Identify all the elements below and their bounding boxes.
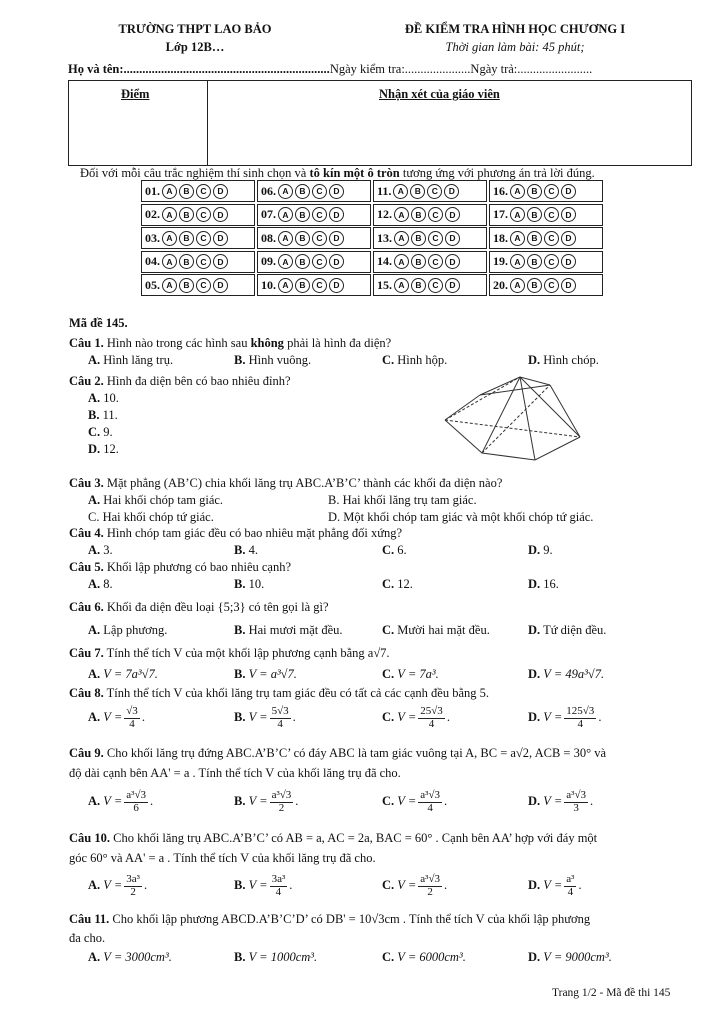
answer-bubble-c[interactable]: C: [428, 278, 443, 293]
answer-bubble-b[interactable]: B: [527, 254, 542, 269]
q8-option-c[interactable]: C. V = $\frac{25√3}{4}$ .: [382, 705, 450, 730]
answer-bubble-d[interactable]: D: [445, 231, 460, 246]
answer-bubble-b[interactable]: B: [410, 184, 425, 199]
answer-number: 05.: [145, 277, 160, 292]
answer-bubble-b[interactable]: B: [411, 254, 426, 269]
q5-option-b[interactable]: B. 10.: [234, 577, 265, 591]
answer-bubble-c[interactable]: C: [544, 254, 559, 269]
q10-option-d[interactable]: D. V = $\frac{\text{a³}}{4}$ .: [528, 873, 582, 898]
q9-option-c[interactable]: C. V = $\frac{\text{a³√3}}{4}$ .: [382, 789, 448, 814]
q4-option-c[interactable]: C. 6.: [382, 543, 407, 557]
exam-title: ĐỀ KIỂM TRA HÌNH HỌC CHƯƠNG I: [404, 22, 626, 36]
answer-number: 08.: [261, 230, 276, 245]
answer-row: [373, 204, 487, 226]
answer-row: [373, 227, 487, 249]
q7-option-a[interactable]: A. V = 7a³√7.: [88, 667, 158, 681]
answer-bubble-a[interactable]: A: [510, 254, 525, 269]
answer-bubble-b[interactable]: B: [179, 207, 194, 222]
answer-bubble-b[interactable]: B: [179, 254, 194, 269]
answer-bubble-c[interactable]: C: [196, 231, 211, 246]
q9-option-a[interactable]: A. V = $\frac{\text{a³√3}}{6}$ .: [88, 789, 154, 814]
answer-number: 10.: [261, 277, 276, 292]
q5-option-a[interactable]: A. 8.: [88, 577, 113, 591]
answer-bubble-c[interactable]: C: [428, 254, 443, 269]
q5-option-c[interactable]: C. 12.: [382, 577, 413, 591]
check-date-field: Ngày kiểm tra:.....................: [329, 62, 471, 76]
answer-number: 17.: [493, 207, 508, 221]
q6-option-a[interactable]: A. Lập phương.: [88, 623, 168, 637]
answer-bubble-b[interactable]: B: [527, 278, 542, 293]
question-10-line2: góc 60° và AA' = a . Tính thể tích V của khối lăng trụ đã cho.: [69, 851, 376, 865]
q11-option-b[interactable]: B. V = 1000cm³.: [234, 950, 318, 964]
answer-number: 20.: [493, 277, 508, 292]
answer-bubble-d[interactable]: D: [329, 207, 344, 222]
question-1: Câu 1. Hình nào trong các hình sau không phải là hình đa diện?: [69, 336, 392, 350]
answer-bubble-a[interactable]: A: [162, 207, 177, 222]
name-label: Họ và tên:..................................................................: [68, 62, 330, 76]
answer-row: [489, 180, 603, 202]
answer-bubble-c[interactable]: C: [544, 278, 559, 293]
answer-bubble-c[interactable]: C: [312, 207, 327, 222]
answer-row: [141, 227, 255, 249]
answer-row: [141, 274, 255, 296]
score-label: Điểm: [121, 87, 150, 101]
q3-option-b[interactable]: B. Hai khối lăng trụ tam giác.: [328, 493, 477, 507]
answer-bubble-d[interactable]: D: [561, 254, 576, 269]
question-11-line2: đa cho.: [69, 931, 106, 945]
answer-number: 03.: [145, 230, 160, 245]
q8-option-b[interactable]: B. V = $\frac{5√3}{4}$ .: [234, 705, 296, 730]
answer-bubble-d[interactable]: D: [445, 254, 460, 269]
answer-bubble-a[interactable]: A: [510, 278, 525, 293]
answer-bubble-a[interactable]: A: [510, 207, 525, 222]
q1-option-d[interactable]: D. Hình chóp.: [528, 353, 599, 367]
q5-option-d[interactable]: D. 16.: [528, 577, 559, 591]
q6-option-b[interactable]: B. Hai mươi mặt đều.: [234, 623, 343, 637]
q11-option-a[interactable]: A. V = 3000cm³.: [88, 950, 172, 964]
answer-bubble-b[interactable]: B: [295, 184, 310, 199]
answer-bubble-d[interactable]: D: [329, 231, 344, 246]
answer-number: 07.: [261, 207, 276, 221]
answer-bubble-c[interactable]: C: [544, 207, 559, 222]
q3-option-a[interactable]: A. Hai khối chóp tam giác.: [88, 493, 224, 507]
q8-option-d[interactable]: D. V = $\frac{125√3}{4}$ .: [528, 705, 602, 730]
answer-number: 16.: [493, 183, 508, 198]
question-6: Câu 6. Khối đa diện đều loại {5;3} có tên gọi là gì?: [69, 600, 329, 614]
name-field[interactable]: [68, 62, 592, 77]
answer-bubble-d[interactable]: D: [329, 254, 344, 269]
comment-label: Nhận xét của giáo viên: [379, 87, 500, 101]
answer-bubble-b[interactable]: B: [179, 231, 194, 246]
answer-bubble-c[interactable]: C: [196, 254, 211, 269]
question-2: Câu 2. Hình đa diện bên có bao nhiêu đỉnh?: [69, 374, 291, 388]
answer-bubble-c[interactable]: C: [544, 184, 559, 199]
answer-bubble-a[interactable]: A: [162, 278, 177, 293]
answer-bubble-c[interactable]: C: [196, 278, 211, 293]
answer-bubble-d[interactable]: D: [329, 184, 344, 199]
question-8: Câu 8. Tính thể tích V của khối lăng trụ tam giác đều có tất cả các cạnh đều bằng 5.: [69, 686, 490, 700]
answer-bubble-c[interactable]: C: [196, 184, 211, 199]
answer-row: [257, 227, 371, 249]
answer-row: [257, 180, 371, 202]
page-footer: Trang 1/2 - Mã đề thi 145: [552, 987, 671, 999]
answer-bubble-d[interactable]: D: [445, 207, 460, 222]
answer-bubble-d[interactable]: D: [561, 231, 576, 246]
grade-divider: [207, 81, 208, 165]
grade-box: [68, 80, 692, 166]
question-3: Câu 3. Mặt phẳng (AB’C) chia khối lăng trụ ABC.A’B’C’ thành các khối đa diện nào?: [69, 476, 503, 490]
q7-option-c[interactable]: C. V = 7a³.: [382, 667, 439, 681]
answer-bubble-d[interactable]: D: [561, 207, 576, 222]
school-name: TRƯỜNG THPT LAO BẢO: [118, 22, 272, 36]
answer-bubble-d[interactable]: D: [213, 207, 228, 222]
q3-option-c[interactable]: C. Hai khối chóp tứ giác.: [88, 510, 214, 524]
answer-bubble-c[interactable]: C: [312, 278, 327, 293]
q8-option-a[interactable]: A. V = $\frac{√3}{4}$ .: [88, 705, 145, 730]
q4-option-a[interactable]: A. 3.: [88, 543, 113, 557]
answer-row: [489, 274, 603, 296]
answer-bubble-a[interactable]: A: [162, 184, 177, 199]
answer-bubble-d[interactable]: D: [444, 184, 459, 199]
q9-option-b[interactable]: B. V = $\frac{\text{a³√3}}{2}$ .: [234, 789, 299, 814]
answer-bubble-a[interactable]: A: [393, 184, 408, 199]
exam-code: Mã đề 145.: [69, 316, 128, 330]
answer-bubble-d[interactable]: D: [561, 184, 576, 199]
q10-option-b[interactable]: B. V = $\frac{\text{3a³}}{4}$ .: [234, 873, 293, 898]
answer-bubble-c[interactable]: C: [312, 254, 327, 269]
answer-number: 04.: [145, 254, 160, 268]
answer-row: [373, 251, 487, 273]
answer-bubble-b[interactable]: B: [527, 231, 542, 246]
answer-bubble-a[interactable]: A: [278, 231, 293, 246]
answer-number: 02.: [145, 207, 160, 221]
answer-number: 01.: [145, 183, 160, 198]
answer-bubble-a[interactable]: A: [394, 278, 409, 293]
answer-bubble-a[interactable]: A: [162, 231, 177, 246]
answer-bubble-b[interactable]: B: [295, 278, 310, 293]
q2-option-a[interactable]: A. 10.: [88, 391, 119, 405]
answer-number: 19.: [493, 254, 508, 268]
answer-bubble-a[interactable]: A: [394, 207, 409, 222]
answer-bubble-d[interactable]: D: [213, 278, 228, 293]
answer-bubble-a[interactable]: A: [394, 231, 409, 246]
instruction: Đối với mỗi câu trắc nghiệm thí sinh chọn và tô kín một ô tròn tương ứng với phương án trả lời đúng.: [80, 166, 595, 180]
return-date-field: Ngày trả:........................: [470, 62, 593, 76]
answer-bubble-a[interactable]: A: [278, 254, 293, 269]
q9-option-d[interactable]: D. V = $\frac{\text{a³√3}}{3}$ .: [528, 789, 594, 814]
answer-bubble-d[interactable]: D: [213, 184, 228, 199]
answer-bubble-b[interactable]: B: [411, 278, 426, 293]
answer-number: 14.: [377, 254, 392, 268]
answer-bubble-a[interactable]: A: [394, 254, 409, 269]
answer-bubble-b[interactable]: B: [295, 231, 310, 246]
answer-sheet: [141, 180, 605, 298]
answer-number: 06.: [261, 183, 276, 198]
answer-bubble-c[interactable]: C: [544, 231, 559, 246]
answer-bubble-d[interactable]: D: [213, 231, 228, 246]
question-9-line2: độ dài cạnh bên AA' = a . Tính thể tích V của khối lăng trụ đã cho.: [69, 766, 401, 780]
answer-row: [373, 274, 487, 296]
answer-bubble-c[interactable]: C: [196, 207, 211, 222]
answer-row: [141, 251, 255, 273]
question-4: Câu 4. Hình chóp tam giác đều có bao nhiêu mặt phẳng đối xứng?: [69, 526, 403, 540]
q2-option-c[interactable]: C. 9.: [88, 425, 113, 439]
answer-number: 15.: [377, 277, 392, 292]
question-11: Câu 11. Cho khối lập phương ABCD.A’B’C’D’ có DB' = 10√3cm . Tính thể tích V của khối lập phương: [69, 912, 591, 926]
question-9: Câu 9. Cho khối lăng trụ đứng ABC.A’B’C’ có đáy ABC là tam giác vuông tại A, BC = a√2, ACB = 30° và: [69, 746, 607, 760]
q2-option-b[interactable]: B. 11.: [88, 408, 118, 422]
answer-bubble-a[interactable]: A: [510, 184, 525, 199]
exam-time: Thời gian làm bài: 45 phút;: [445, 40, 585, 54]
answer-bubble-c[interactable]: C: [428, 231, 443, 246]
answer-bubble-a[interactable]: A: [278, 207, 293, 222]
answer-row: [489, 204, 603, 226]
q1-option-b[interactable]: B. Hình vuông.: [234, 353, 312, 367]
q7-option-d[interactable]: D. V = 49a³√7.: [528, 667, 605, 681]
answer-bubble-c[interactable]: C: [312, 231, 327, 246]
answer-bubble-b[interactable]: B: [527, 207, 542, 222]
answer-bubble-b[interactable]: B: [179, 278, 194, 293]
q4-option-b[interactable]: B. 4.: [234, 543, 258, 557]
question-5: Câu 5. Khối lập phương có bao nhiêu cạnh?: [69, 560, 292, 574]
answer-bubble-d[interactable]: D: [329, 278, 344, 293]
answer-row: [257, 204, 371, 226]
answer-bubble-b[interactable]: B: [179, 184, 194, 199]
question-10: Câu 10. Cho khối lăng trụ ABC.A’B’C’ có AB = a, AC = 2a, BAC = 60° . Cạnh bên AA’ hợp với đáy một: [69, 831, 598, 845]
answer-bubble-b[interactable]: B: [295, 254, 310, 269]
q10-option-a[interactable]: A. V = $\frac{\text{3a³}}{2}$ .: [88, 873, 148, 898]
polyhedron-figure: [440, 375, 590, 467]
q1-option-c[interactable]: C. Hình hộp.: [382, 353, 448, 367]
answer-bubble-b[interactable]: B: [295, 207, 310, 222]
answer-number: 18.: [493, 230, 508, 245]
q2-option-d[interactable]: D. 12.: [88, 442, 119, 456]
q6-option-d[interactable]: D. Tứ diện đều.: [528, 623, 607, 637]
answer-bubble-b[interactable]: B: [527, 184, 542, 199]
answer-row: [373, 180, 487, 202]
answer-row: [141, 204, 255, 226]
answer-number: 11.: [377, 183, 392, 198]
q11-option-d[interactable]: D. V = 9000cm³.: [528, 950, 612, 964]
answer-bubble-a[interactable]: A: [510, 231, 525, 246]
answer-bubble-a[interactable]: A: [278, 184, 293, 199]
answer-row: [489, 227, 603, 249]
answer-row: [257, 274, 371, 296]
answer-bubble-b[interactable]: B: [411, 207, 426, 222]
answer-number: 13.: [377, 230, 392, 245]
class-name: Lớp 12B…: [165, 40, 225, 54]
q4-option-d[interactable]: D. 9.: [528, 543, 553, 557]
answer-bubble-b[interactable]: B: [411, 231, 426, 246]
answer-bubble-d[interactable]: D: [561, 278, 576, 293]
answer-bubble-a[interactable]: A: [162, 254, 177, 269]
answer-number: 09.: [261, 254, 276, 268]
answer-row: [257, 251, 371, 273]
answer-number: 12.: [377, 207, 392, 221]
q1-option-a[interactable]: A. Hình lăng trụ.: [88, 353, 174, 367]
answer-bubble-c[interactable]: C: [427, 184, 442, 199]
q10-option-c[interactable]: C. V = $\frac{\text{a³√3}}{2}$ .: [382, 873, 448, 898]
answer-row: [489, 251, 603, 273]
answer-bubble-a[interactable]: A: [278, 278, 293, 293]
answer-row: [141, 180, 255, 202]
q6-option-c[interactable]: C. Mười hai mặt đều.: [382, 623, 490, 637]
answer-bubble-c[interactable]: C: [312, 184, 327, 199]
q3-option-d[interactable]: D. Một khối chóp tam giác và một khối chóp tứ giác.: [328, 510, 594, 524]
answer-bubble-d[interactable]: D: [445, 278, 460, 293]
answer-bubble-c[interactable]: C: [428, 207, 443, 222]
question-7: Câu 7. Tính thể tích V của một khối lập phương cạnh bằng a√7.: [69, 646, 390, 660]
q11-option-c[interactable]: C. V = 6000cm³.: [382, 950, 466, 964]
q7-option-b[interactable]: B. V = a³√7.: [234, 667, 297, 681]
answer-bubble-d[interactable]: D: [213, 254, 228, 269]
